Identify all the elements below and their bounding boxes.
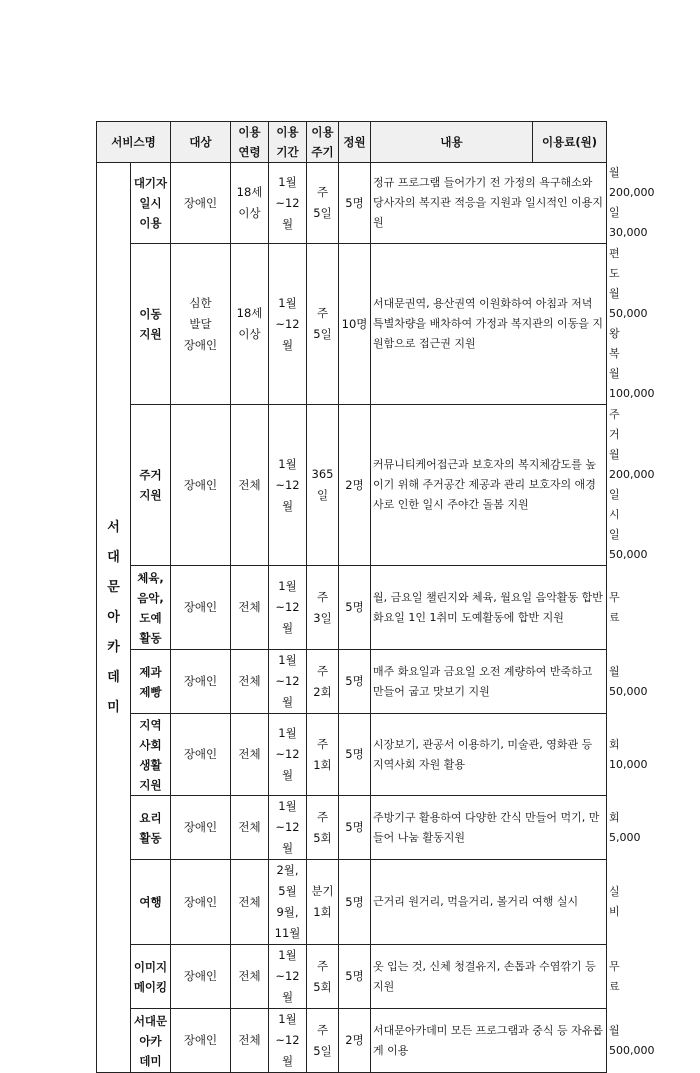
age-cell: 전체: [231, 714, 269, 796]
service-name: 제과 제빵: [131, 650, 171, 714]
header-age: 이용 연령: [231, 122, 269, 163]
service-name: 이동 지원: [131, 244, 171, 405]
capacity-cell: 2명: [339, 1009, 371, 1073]
service-table: [96, 121, 655, 1073]
age-cell: 전체: [231, 566, 269, 650]
cycle-cell: 주 5일: [307, 1009, 339, 1073]
content-cell: 커뮤니티케어접근과 보호자의 복지체감도를 높이기 위해 주거공간 제공과 관리 보호자의 애경사로 인한 일시 주야간 돌봄 지원: [371, 405, 607, 566]
target-cell: 장애인: [171, 566, 231, 650]
service-name: 서대문 아카 데미: [131, 1009, 171, 1073]
age-cell: 전체: [231, 405, 269, 566]
target-cell: 장애인: [171, 860, 231, 945]
capacity-cell: 2명: [339, 405, 371, 566]
period-cell: 1월 ~12월: [269, 163, 307, 244]
target-cell: 장애인: [171, 650, 231, 714]
table-row: 이동 지원 심한 발달 장애인 18세 이상 1월 ~12월 주 5일 10명 서대문권역, 용산권역 이원화하여 아침과 저녁 특별차량을 배차하여 가정과 복지관의 이동을 지원함으로 접근권 지원 편도 월 50,000 왕복 월 100,000: [97, 244, 607, 405]
content-cell: 서대문아카데미 모든 프로그램과 중식 등 자유롭게 이용: [371, 1009, 607, 1073]
cycle-cell: 주 5일: [307, 244, 339, 405]
organization-name-text: 서 대 문 아 카 데 미: [107, 519, 120, 715]
service-name: 대기자 일시 이용: [131, 163, 171, 244]
age-cell: 전체: [231, 650, 269, 714]
header-cycle: 이용 주기: [307, 122, 339, 163]
content-cell: 정규 프로그램 들어가기 전 가정의 욕구해소와 당사자의 복지관 적응을 지원과 일시적인 이용지원: [371, 163, 607, 244]
service-name: 이미지 메이킹: [131, 945, 171, 1009]
service-name: 주거 지원: [131, 405, 171, 566]
header-service-name: 서비스명: [97, 122, 171, 163]
period-cell: 1월 ~12월: [269, 1009, 307, 1073]
content-cell: 주방기구 활용하여 다양한 간식 만들어 먹기, 만들어 나눔 활동지원: [371, 796, 607, 860]
period-cell: 1월 ~12월: [269, 796, 307, 860]
service-name: 요리 활동: [131, 796, 171, 860]
service-name: 여행: [131, 860, 171, 945]
period-cell: 1월 ~12월: [269, 650, 307, 714]
table-row: 요리 활동 장애인 전체 1월 ~12월 주 5회 5명 주방기구 활용하여 다양한 간식 만들어 먹기, 만들어 나눔 활동지원 회 5,000: [97, 796, 607, 860]
content-cell: 근거리 원거리, 먹을거리, 볼거리 여행 실시: [371, 860, 607, 945]
period-cell: 1월 ~12월: [269, 405, 307, 566]
cycle-cell: 주 5회: [307, 796, 339, 860]
period-cell: 1월 ~12월: [269, 244, 307, 405]
capacity-cell: 10명: [339, 244, 371, 405]
table-row: 주거 지원 장애인 전체 1월 ~12월 365 일 2명 커뮤니티케어접근과 보호자의 복지체감도를 높이기 위해 주거공간 제공과 관리 보호자의 애경사로 인한 일시 주야간 돌봄 지원 주거 월 200,000 일시 일 50,000: [97, 405, 607, 566]
age-cell: 전체: [231, 1009, 269, 1073]
table-row: 서 대 문 아 카 데 미 대기자 일시 이용 장애인 18세 이상 1월 ~12월 주 5일 5명 정규 프로그램 들어가기 전 가정의 욕구해소와 당사자의 복지관 적응을 지원과 일시적인 이용지원 월 200,000 일 30,000: [97, 163, 607, 244]
header-content: 내용: [371, 122, 533, 163]
content-cell: 시장보기, 관공서 이용하기, 미술관, 영화관 등 지역사회 자원 활용: [371, 714, 607, 796]
service-name: 지역 사회 생활 지원: [131, 714, 171, 796]
age-cell: 18세 이상: [231, 163, 269, 244]
period-cell: 1월 ~12월: [269, 566, 307, 650]
table-row: 제과 제빵 장애인 전체 1월 ~12월 주 2회 5명 매주 화요일과 금요일 오전 계량하여 반죽하고 만들어 굽고 맛보기 지원 월 50,000: [97, 650, 607, 714]
table-row: 체육, 음악, 도예 활동 장애인 전체 1월 ~12월 주 3일 5명 월, 금요일 챌린지와 체육, 월요일 음악활동 합반 화요일 1인 1취미 도예활동에 합반 지원 무료: [97, 566, 607, 650]
service-name: 체육, 음악, 도예 활동: [131, 566, 171, 650]
content-cell: 서대문권역, 용산권역 이원화하여 아침과 저녁 특별차량을 배차하여 가정과 복지관의 이동을 지원함으로 접근권 지원: [371, 244, 607, 405]
content-cell: 옷 입는 것, 신체 청결유지, 손톱과 수염깎기 등 지원: [371, 945, 607, 1009]
cycle-cell: 365 일: [307, 405, 339, 566]
age-cell: 18세 이상: [231, 244, 269, 405]
target-cell: 장애인: [171, 405, 231, 566]
header-capacity: 정원: [339, 122, 371, 163]
age-cell: 전체: [231, 860, 269, 945]
target-cell: 장애인: [171, 163, 231, 244]
capacity-cell: 5명: [339, 945, 371, 1009]
header-target: 대상: [171, 122, 231, 163]
capacity-cell: 5명: [339, 163, 371, 244]
capacity-cell: 5명: [339, 566, 371, 650]
period-cell: 1월 ~12월: [269, 714, 307, 796]
age-cell: 전체: [231, 945, 269, 1009]
table-body: [97, 163, 655, 1073]
cycle-cell: 주 1회: [307, 714, 339, 796]
target-cell: 장애인: [171, 945, 231, 1009]
target-cell: 장애인: [171, 796, 231, 860]
target-cell: 심한 발달 장애인: [171, 244, 231, 405]
capacity-cell: 5명: [339, 714, 371, 796]
target-cell: 장애인: [171, 714, 231, 796]
capacity-cell: 5명: [339, 650, 371, 714]
capacity-cell: 5명: [339, 796, 371, 860]
table-row: 지역 사회 생활 지원 장애인 전체 1월 ~12월 주 1회 5명 시장보기, 관공서 이용하기, 미술관, 영화관 등 지역사회 자원 활용 회 10,000: [97, 714, 607, 796]
period-cell: 2월, 5월 9월, 11월: [269, 860, 307, 945]
header-period: 이용 기간: [269, 122, 307, 163]
content-cell: 매주 화요일과 금요일 오전 계량하여 반죽하고 만들어 굽고 맛보기 지원: [371, 650, 607, 714]
header-fee: 이용료(원): [533, 122, 607, 163]
table-row: 이미지 메이킹 장애인 전체 1월 ~12월 주 5회 5명 옷 입는 것, 신체 청결유지, 손톱과 수염깎기 등 지원 무료: [97, 945, 607, 1009]
organization-name: [97, 163, 131, 1073]
age-cell: 전체: [231, 796, 269, 860]
header-row: [97, 122, 607, 163]
period-cell: 1월 ~12월: [269, 945, 307, 1009]
table-row: 서대문 아카 데미 장애인 전체 1월 ~12월 주 5일 2명 서대문아카데미 모든 프로그램과 중식 등 자유롭게 이용 월 500,000: [97, 1009, 607, 1073]
cycle-cell: 주 3일: [307, 566, 339, 650]
content-cell: 월, 금요일 챌린지와 체육, 월요일 음악활동 합반 화요일 1인 1취미 도예활동에 합반 지원: [371, 566, 607, 650]
cycle-cell: 주 2회: [307, 650, 339, 714]
cycle-cell: 주 5회: [307, 945, 339, 1009]
cycle-cell: 주 5일: [307, 163, 339, 244]
target-cell: 장애인: [171, 1009, 231, 1073]
capacity-cell: 5명: [339, 860, 371, 945]
table-row: 여행 장애인 전체 2월, 5월 9월, 11월 분기 1회 5명 근거리 원거리, 먹을거리, 볼거리 여행 실시 실비: [97, 860, 607, 945]
cycle-cell: 분기 1회: [307, 860, 339, 945]
